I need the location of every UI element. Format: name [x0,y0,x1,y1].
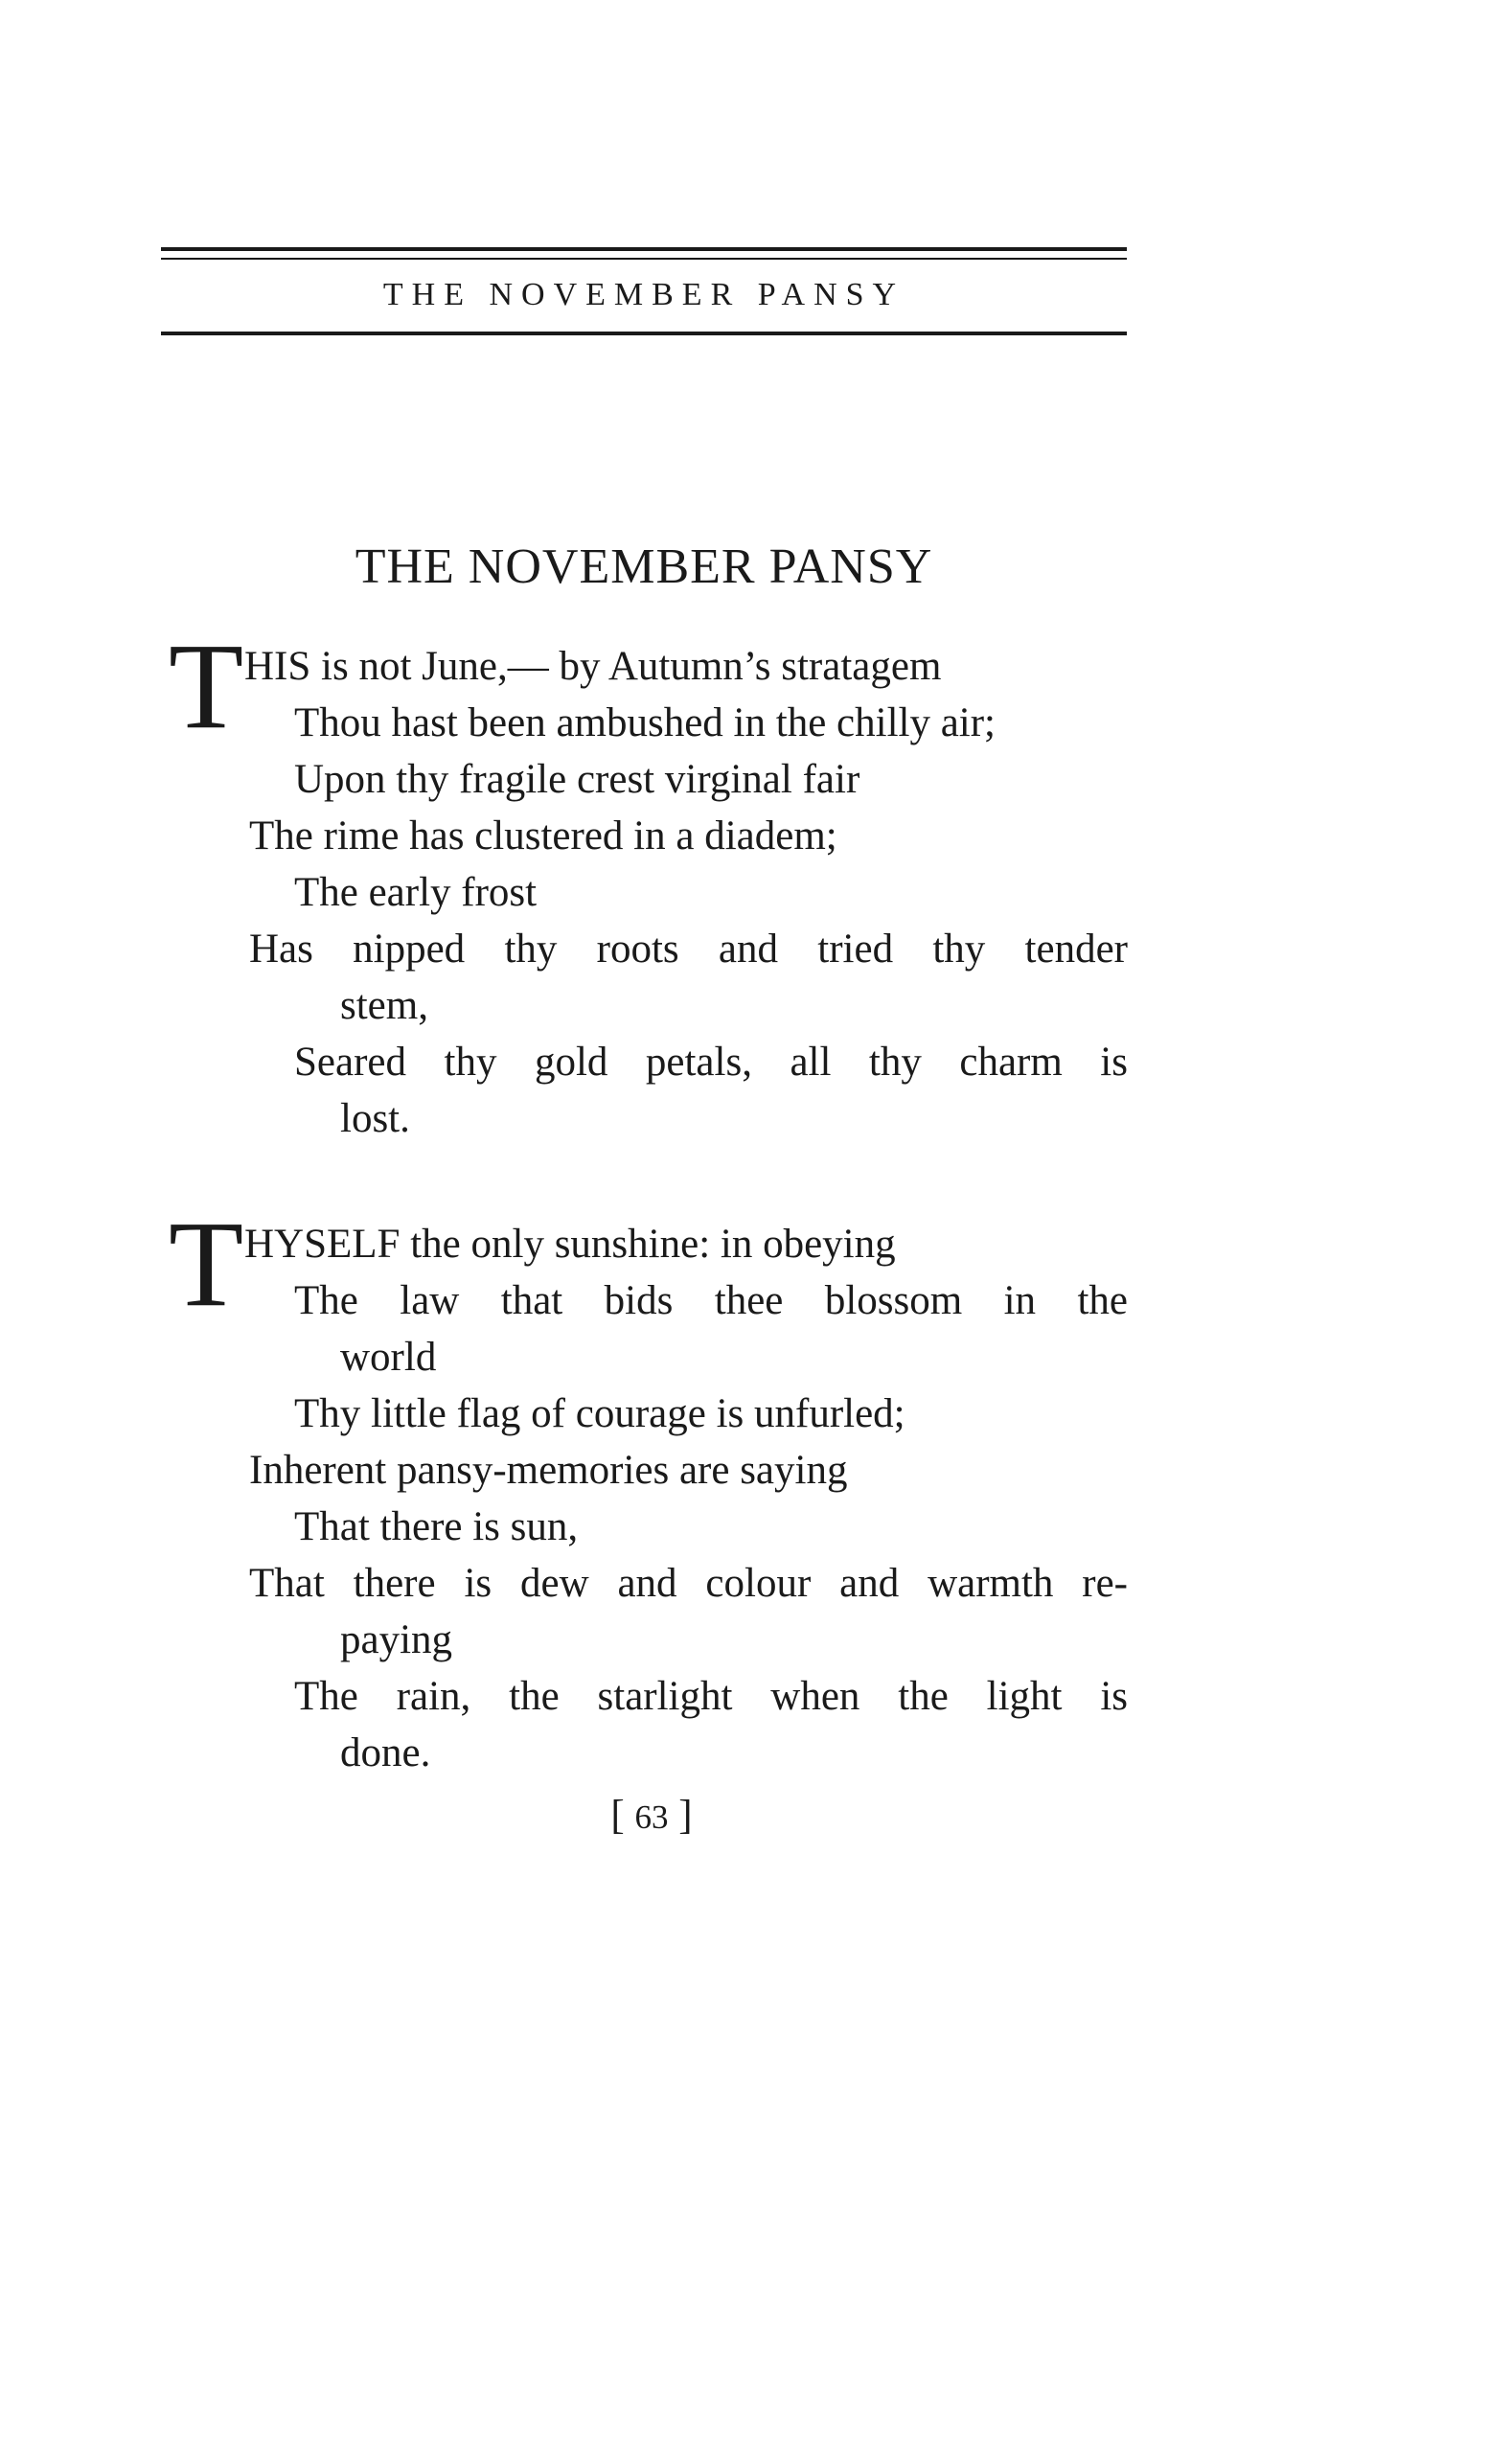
poem-line: Seared thy gold petals, all thy charm is [294,1040,1128,1085]
poem-line: Has nipped thy roots and tried thy tender [249,927,1128,972]
poem-line: That there is dew and colour and warmth re- [249,1561,1128,1606]
poem-line: stem, [340,983,428,1028]
running-head: THE NOVEMBER PANSY [382,277,905,312]
poem-line: lost. [340,1096,410,1141]
folio-bracket-close: ] [678,1793,693,1838]
poem-line: world [340,1335,437,1380]
poem-line: Upon thy fragile crest virginal fair [294,757,860,802]
drop-cap: T [169,618,244,754]
poem-line: The rain, the starlight when the light is [294,1674,1128,1719]
drop-cap: T [169,1196,244,1332]
poem-line: The rime has clustered in a diadem; [249,813,837,859]
poem-line: paying [340,1617,453,1662]
poem-line: The early frost [294,870,538,915]
poem-title: THE NOVEMBER PANSY [355,539,933,594]
poem-line: Inherent pansy-memories are saying [249,1448,848,1493]
folio-bracket-open: [ [610,1793,625,1838]
poem-line: done. [340,1730,431,1775]
page-number [537,1788,767,1845]
folio-number: 63 [634,1798,669,1836]
poem-line: Thy little flag of courage is unfurled; [294,1391,905,1436]
poem-line: Thou hast been ambushed in the chilly air; [294,700,997,745]
poem-line: HIS is not June,— by Autumn’s stratagem [244,644,942,689]
poem-line: That there is sun, [294,1504,579,1549]
header-rule [161,332,1127,335]
poem-line: The law that bids thee blossom in the [294,1278,1128,1323]
header-double-rule [161,247,1127,260]
poem-line: HYSELF the only sunshine: in obeying [244,1222,896,1267]
